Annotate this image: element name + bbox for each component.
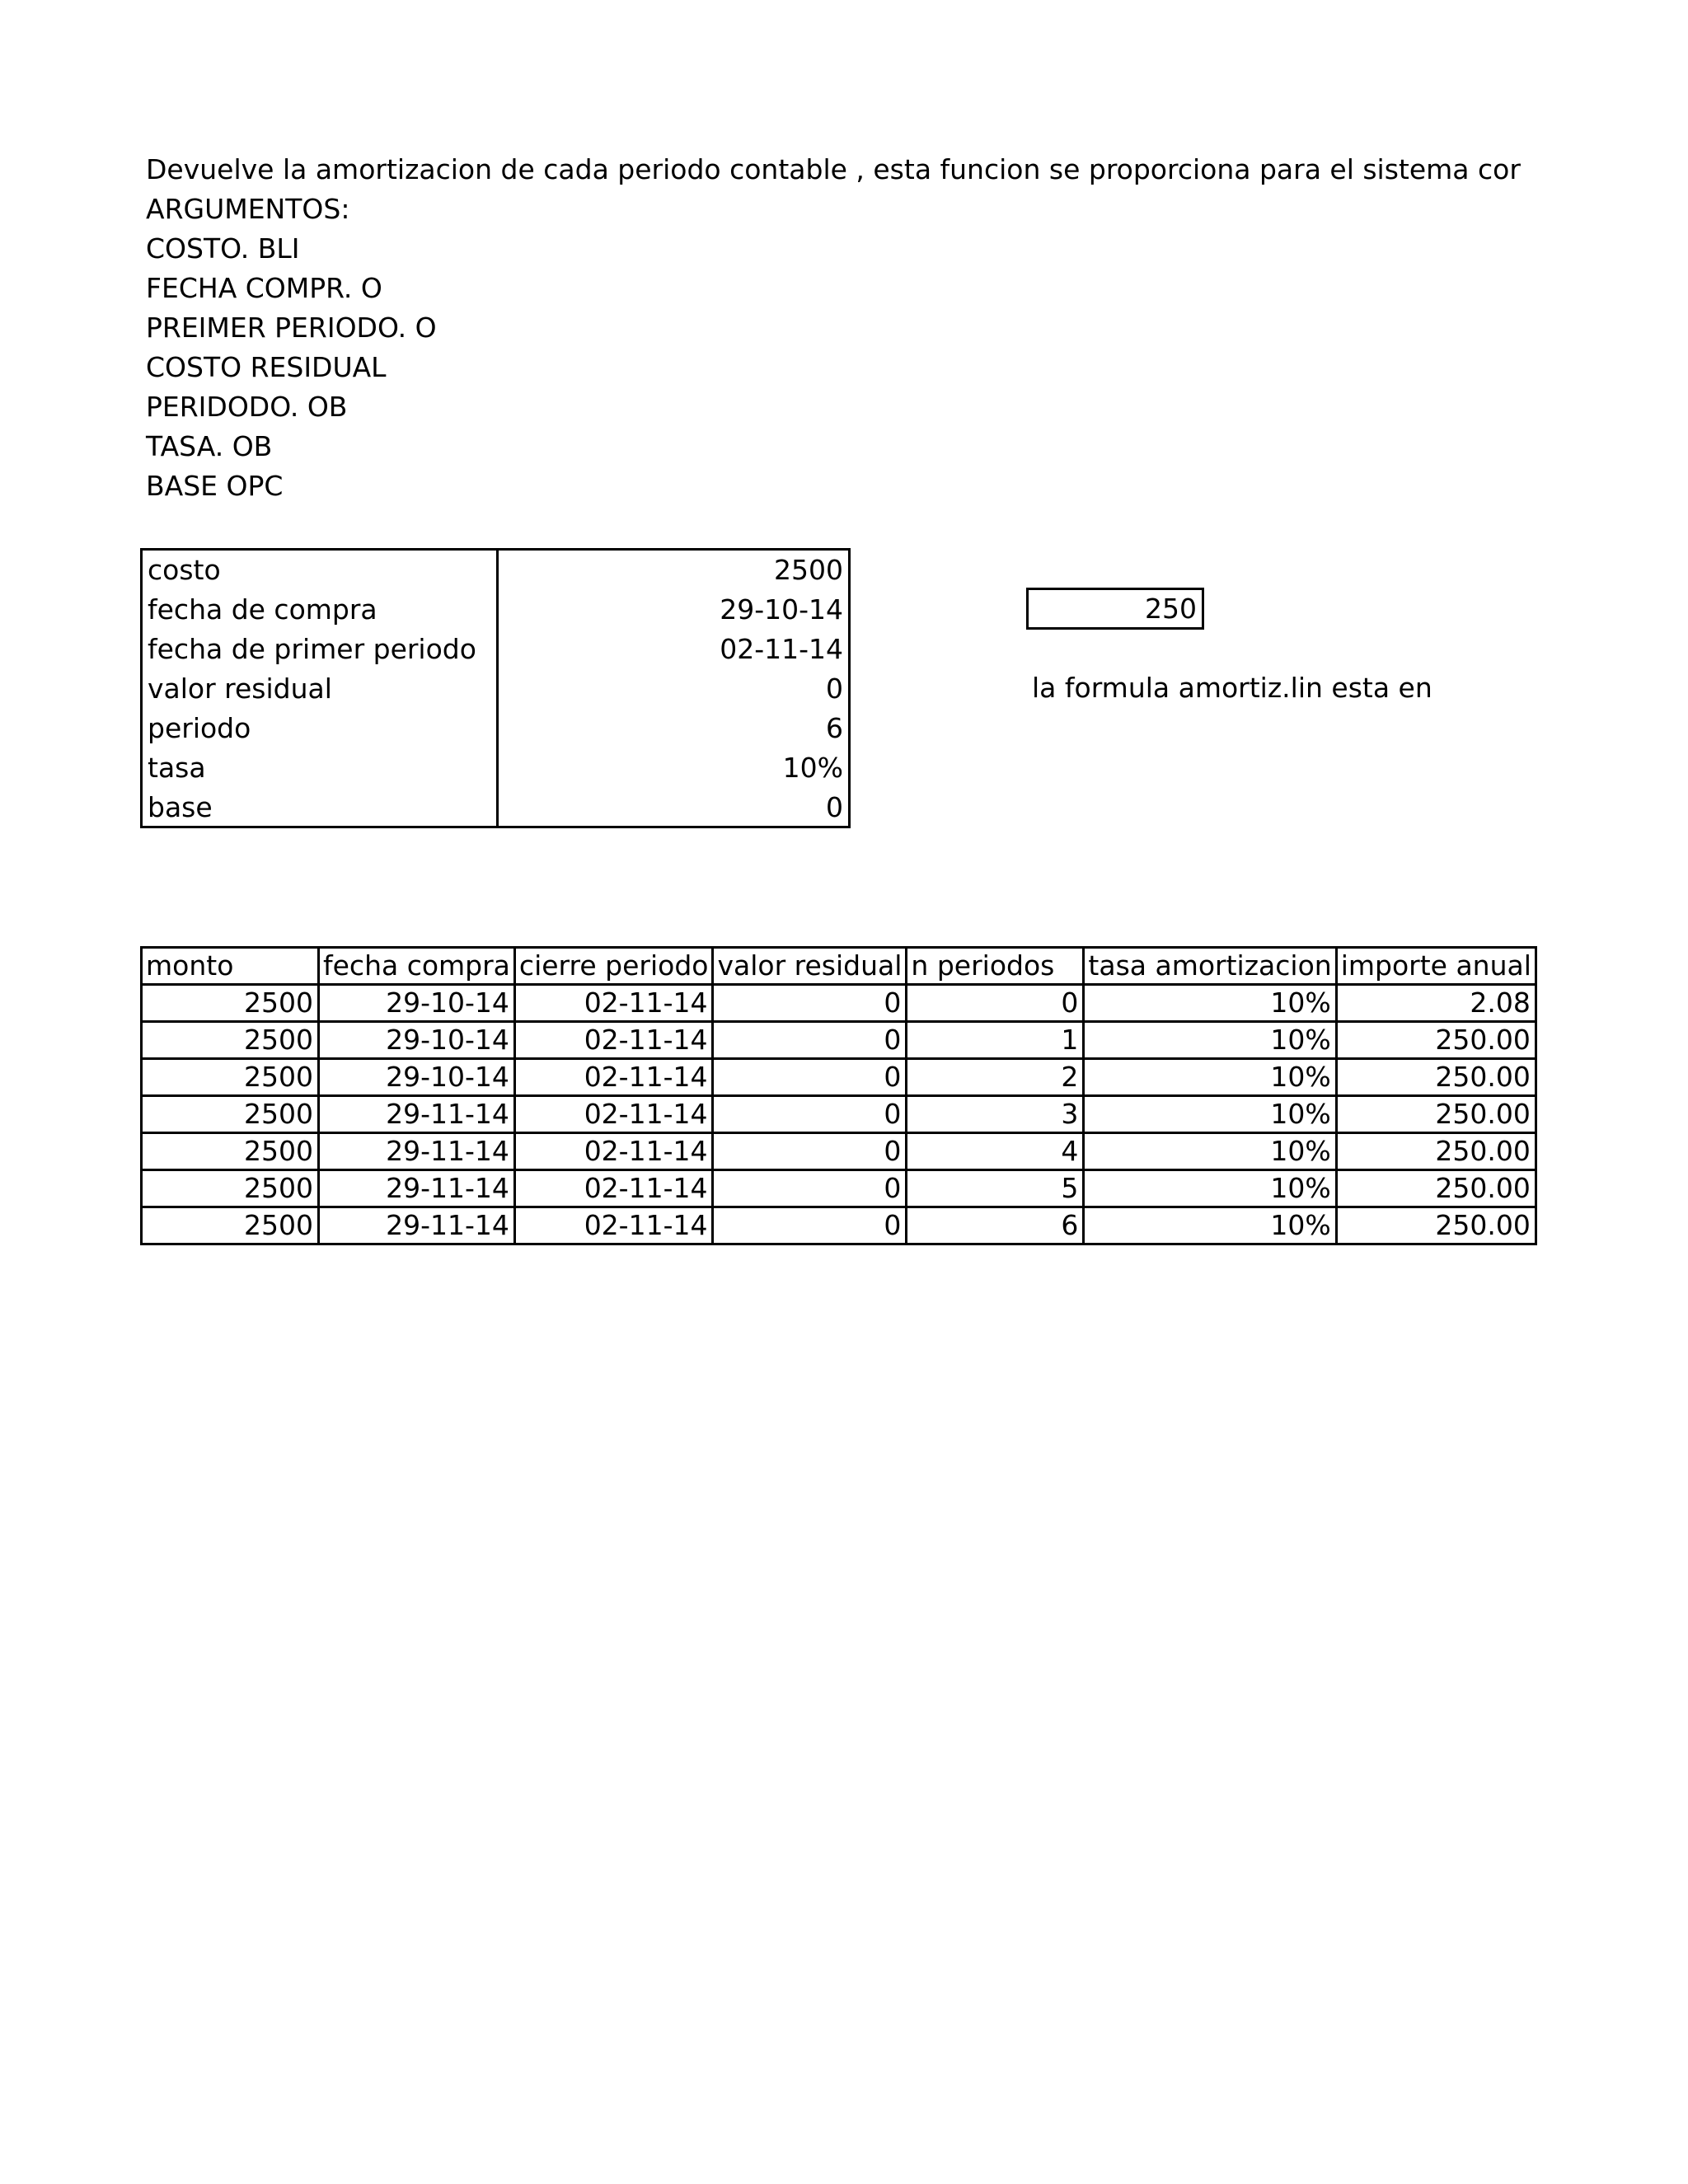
table-cell[interactable]: 6 bbox=[907, 1207, 1084, 1244]
argument-item: COSTO. BLI bbox=[146, 232, 300, 265]
table-cell[interactable]: 2 bbox=[907, 1059, 1084, 1096]
table-cell[interactable]: 2500 bbox=[142, 1207, 319, 1244]
param-label: fecha de primer periodo bbox=[148, 633, 476, 665]
table-cell[interactable]: 2500 bbox=[142, 1059, 319, 1096]
param-value[interactable]: 0 bbox=[826, 673, 843, 705]
param-row-fecha-compra[interactable] bbox=[143, 590, 848, 630]
table-cell[interactable]: 0 bbox=[713, 1133, 907, 1170]
table-cell[interactable]: 250.00 bbox=[1336, 1022, 1536, 1059]
table-cell[interactable]: 10% bbox=[1084, 1133, 1336, 1170]
table-cell[interactable]: 29-10-14 bbox=[319, 985, 515, 1022]
result-cell[interactable]: 250 bbox=[1026, 588, 1204, 630]
param-label: base bbox=[148, 791, 213, 823]
param-row-base[interactable] bbox=[143, 788, 848, 827]
param-row-fecha-primer-periodo[interactable] bbox=[143, 630, 848, 669]
param-row-costo[interactable] bbox=[143, 551, 848, 590]
table-cell[interactable]: 29-10-14 bbox=[319, 1022, 515, 1059]
table-cell[interactable]: 2500 bbox=[142, 1133, 319, 1170]
table-cell[interactable]: 2500 bbox=[142, 985, 319, 1022]
table-cell[interactable]: 2500 bbox=[142, 1022, 319, 1059]
argument-item: BASE OPC bbox=[146, 470, 284, 502]
table-cell[interactable]: 2500 bbox=[142, 1170, 319, 1207]
table-cell[interactable]: 10% bbox=[1084, 1022, 1336, 1059]
table-cell[interactable]: 29-11-14 bbox=[319, 1170, 515, 1207]
column-header-valor-residual[interactable]: valor residual bbox=[713, 948, 907, 985]
table-cell[interactable]: 10% bbox=[1084, 1170, 1336, 1207]
table-cell[interactable]: 29-11-14 bbox=[319, 1207, 515, 1244]
argument-item: COSTO RESIDUAL bbox=[146, 351, 387, 383]
table-row bbox=[142, 1207, 1536, 1244]
column-header-cierre-periodo[interactable]: cierre periodo bbox=[514, 948, 713, 985]
table-cell[interactable]: 0 bbox=[713, 1096, 907, 1133]
amortization-table bbox=[140, 946, 1537, 1245]
table-cell[interactable]: 02-11-14 bbox=[514, 1133, 713, 1170]
param-value[interactable]: 6 bbox=[826, 712, 843, 744]
table-cell[interactable]: 2.08 bbox=[1336, 985, 1536, 1022]
argument-item: PERIDODO. OB bbox=[146, 391, 348, 423]
column-header-fecha-compra[interactable]: fecha compra bbox=[319, 948, 515, 985]
arguments-title: ARGUMENTOS: bbox=[146, 193, 350, 225]
formula-note: la formula amortiz.lin esta en bbox=[1032, 672, 1432, 704]
table-cell[interactable]: 5 bbox=[907, 1170, 1084, 1207]
column-header-importe-anual[interactable]: importe anual bbox=[1336, 948, 1536, 985]
table-row bbox=[142, 1170, 1536, 1207]
param-value[interactable]: 02-11-14 bbox=[720, 633, 843, 665]
table-row bbox=[142, 1133, 1536, 1170]
table-cell[interactable]: 10% bbox=[1084, 985, 1336, 1022]
param-row-valor-residual[interactable] bbox=[143, 669, 848, 709]
param-label: valor residual bbox=[148, 673, 332, 705]
table-cell[interactable]: 0 bbox=[713, 1059, 907, 1096]
table-cell[interactable]: 250.00 bbox=[1336, 1170, 1536, 1207]
table-header-row bbox=[142, 948, 1536, 985]
table-cell[interactable]: 0 bbox=[713, 1170, 907, 1207]
table-row bbox=[142, 985, 1536, 1022]
column-header-tasa-amortizacion[interactable]: tasa amortizacion bbox=[1084, 948, 1336, 985]
table-cell[interactable]: 02-11-14 bbox=[514, 1059, 713, 1096]
param-value[interactable]: 10% bbox=[782, 752, 843, 784]
parameters-box bbox=[140, 548, 851, 828]
table-cell[interactable]: 0 bbox=[713, 1022, 907, 1059]
table-row bbox=[142, 1059, 1536, 1096]
param-value[interactable]: 2500 bbox=[774, 554, 843, 586]
intro-text: Devuelve la amortizacion de cada periodo contable , esta funcion se proporciona para el sistema cor bbox=[146, 153, 1521, 185]
table-cell[interactable]: 0 bbox=[907, 985, 1084, 1022]
table-cell[interactable]: 02-11-14 bbox=[514, 1096, 713, 1133]
table-cell[interactable]: 29-11-14 bbox=[319, 1096, 515, 1133]
param-row-periodo[interactable] bbox=[143, 709, 848, 748]
table-row bbox=[142, 1022, 1536, 1059]
table-cell[interactable]: 3 bbox=[907, 1096, 1084, 1133]
table-cell[interactable]: 1 bbox=[907, 1022, 1084, 1059]
table-cell[interactable]: 10% bbox=[1084, 1096, 1336, 1133]
param-row-tasa[interactable] bbox=[143, 748, 848, 788]
table-cell[interactable]: 250.00 bbox=[1336, 1096, 1536, 1133]
table-cell[interactable]: 29-10-14 bbox=[319, 1059, 515, 1096]
argument-item: FECHA COMPR. O bbox=[146, 272, 382, 304]
table-cell[interactable]: 29-11-14 bbox=[319, 1133, 515, 1170]
table-cell[interactable]: 0 bbox=[713, 1207, 907, 1244]
table-cell[interactable]: 4 bbox=[907, 1133, 1084, 1170]
table-cell[interactable]: 10% bbox=[1084, 1207, 1336, 1244]
param-label: tasa bbox=[148, 752, 206, 784]
table-cell[interactable]: 2500 bbox=[142, 1096, 319, 1133]
param-label: periodo bbox=[148, 712, 251, 744]
param-label: fecha de compra bbox=[148, 593, 377, 626]
table-cell[interactable]: 250.00 bbox=[1336, 1133, 1536, 1170]
column-header-monto[interactable]: monto bbox=[142, 948, 319, 985]
table-cell[interactable]: 250.00 bbox=[1336, 1207, 1536, 1244]
column-header-n-periodos[interactable]: n periodos bbox=[907, 948, 1084, 985]
table-cell[interactable]: 02-11-14 bbox=[514, 1170, 713, 1207]
argument-item: TASA. OB bbox=[146, 430, 273, 462]
param-value[interactable]: 0 bbox=[826, 791, 843, 823]
param-value[interactable]: 29-10-14 bbox=[720, 593, 843, 626]
table-row bbox=[142, 1096, 1536, 1133]
table-cell[interactable]: 02-11-14 bbox=[514, 1022, 713, 1059]
param-label: costo bbox=[148, 554, 221, 586]
table-cell[interactable]: 02-11-14 bbox=[514, 1207, 713, 1244]
argument-item: PREIMER PERIODO. O bbox=[146, 312, 437, 344]
table-cell[interactable]: 10% bbox=[1084, 1059, 1336, 1096]
table-cell[interactable]: 0 bbox=[713, 985, 907, 1022]
table-cell[interactable]: 02-11-14 bbox=[514, 985, 713, 1022]
table-cell[interactable]: 250.00 bbox=[1336, 1059, 1536, 1096]
